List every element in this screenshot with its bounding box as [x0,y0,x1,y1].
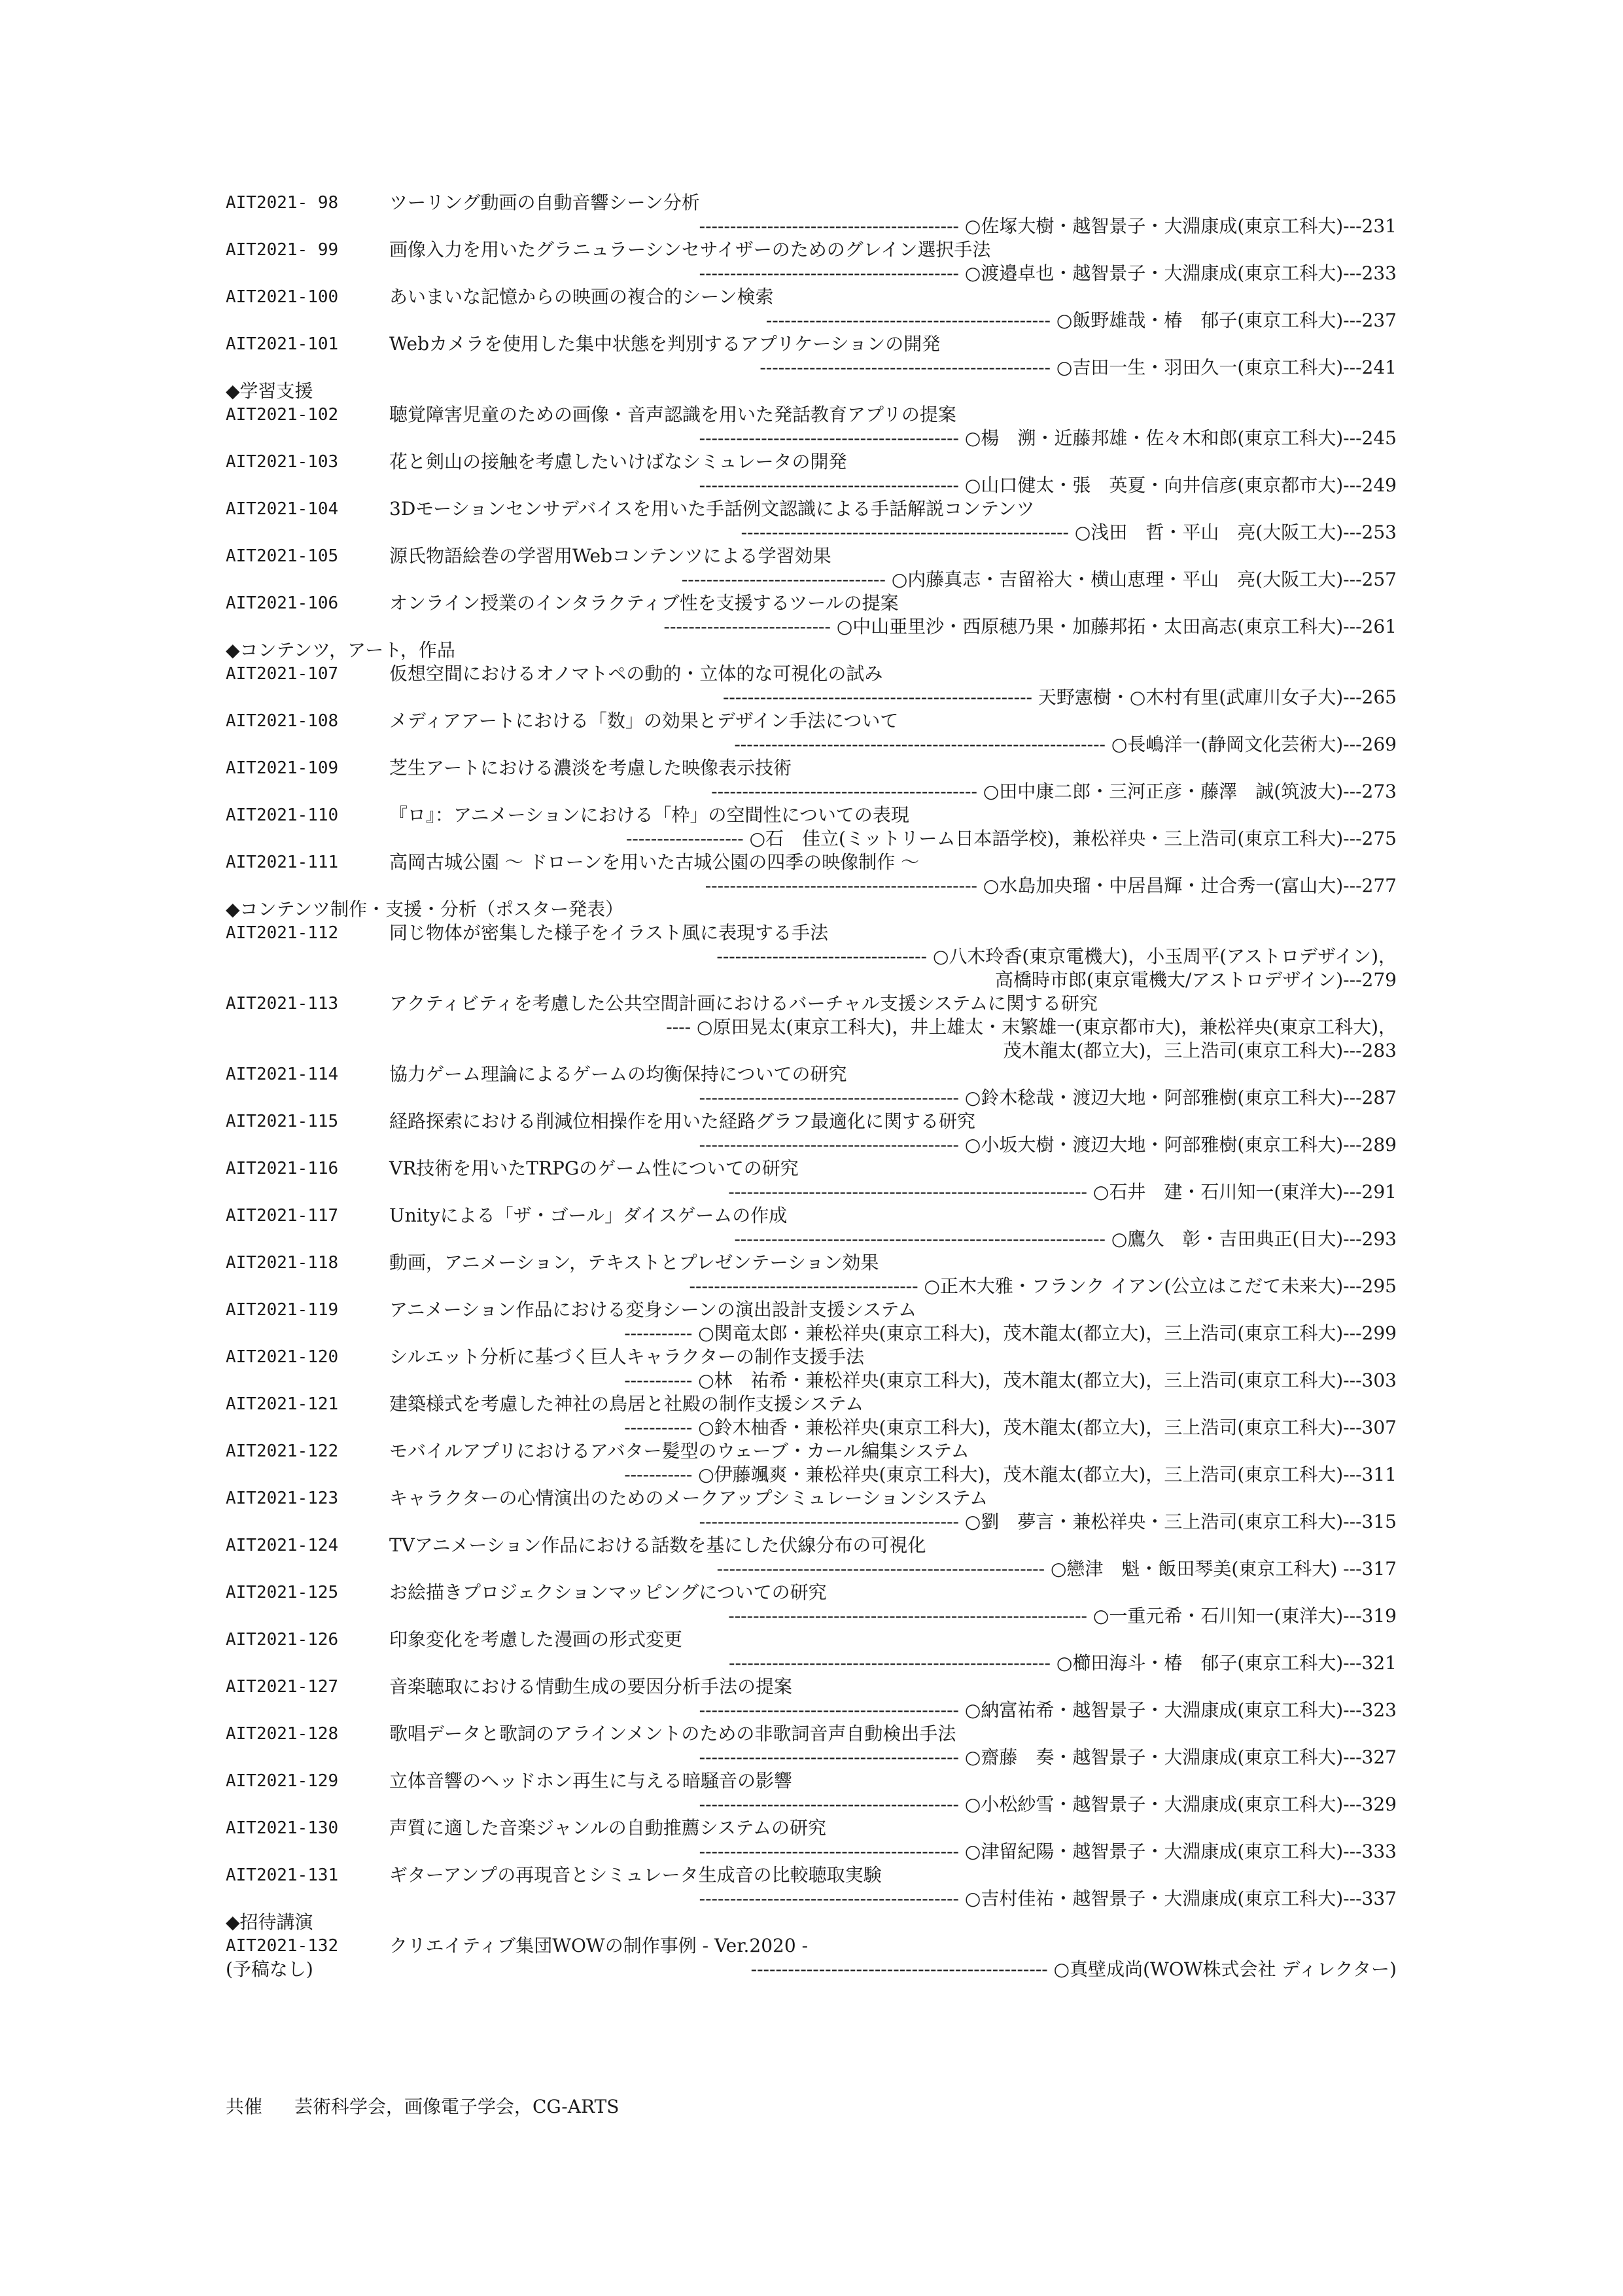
entry-code: AIT2021-116 [226,1159,339,1178]
entry-code: AIT2021-114 [226,1065,339,1084]
entry-authors [226,1557,1397,1581]
entry-authors [226,1180,1397,1204]
entry-code: AIT2021-104 [226,499,339,519]
entry-title: Unityによる「ザ・ゴール」ダイスゲームの作成 [389,1205,788,1226]
program-entry [226,1157,1397,1204]
section-heading: ◆学習支援 [226,380,313,402]
entry-authors-line: --------------------------------- ○内藤真志・吉留裕大・横山恵理・平山 亮(大阪工大)---257 [681,569,1397,590]
entry-title: 画像入力を用いたグラニュラーシンセサイザーのためのグレイン選択手法 [389,239,991,260]
entry-authors [226,262,1397,285]
entry-code: AIT2021-102 [226,405,339,425]
entry-authors-line: ------------------------------------------ ○山口健太・張 英夏・向井信彦(東京都市大)---249 [699,474,1397,496]
entry-code: AIT2021-108 [226,711,339,731]
entry-title: 協力ゲーム理論によるゲームの均衡保持についての研究 [389,1063,847,1085]
program-entry [226,1934,1397,1981]
entry-authors-line: ----------------------------------------------------- ○浅田 哲・平山 亮(大阪工大)---253 [741,521,1397,543]
entry-authors [226,474,1397,497]
entry-code: AIT2021-128 [226,1724,339,1744]
program-entry [226,804,1397,851]
entry-authors [226,1322,1397,1345]
entry-authors [226,686,1397,709]
entry-title: 聴覚障害児童のための画像・音声認識を用いた発話教育アプリの提案 [389,404,956,425]
entry-authors-line: ------------------------------------------ ○鈴木稔哉・渡辺大地・阿部雅樹(東京工科大)---287 [699,1087,1397,1108]
program-entry [226,1722,1397,1769]
entry-title: 立体音響のヘッドホン再生に与える暗騒音の影響 [389,1770,793,1792]
entry-code: AIT2021-101 [226,334,339,354]
entry-title: 高岡古城公園 ～ ドローンを用いた古城公園の四季の映像制作 ～ [389,851,920,873]
program-entry [226,544,1397,592]
entry-authors [226,1086,1397,1110]
entry-code: AIT2021-120 [226,1347,339,1367]
entry-code: AIT2021-112 [226,923,339,943]
entry-title: シルエット分析に基づく巨人キャラクターの制作支援手法 [389,1346,865,1368]
entry-title: アクティビティを考慮した公共空間計画におけるバーチャル支援システムに関する研究 [389,993,1098,1014]
entry-code: AIT2021-109 [226,758,339,778]
entry-authors [226,1651,1397,1675]
program-list [226,191,1397,1981]
entry-code: AIT2021-122 [226,1441,339,1461]
entry-authors [226,874,1397,898]
entry-title: ギターアンプの再現音とシミュレータ生成音の比較聴取実験 [389,1864,882,1886]
entry-authors [226,521,1397,544]
entry-authors-line: ---- ○原田晃太(東京工科大)，井上雄太・末繁雄一(東京都市大)，兼松祥央(東京工科大)， [666,1016,1397,1038]
entry-code: AIT2021-117 [226,1206,339,1226]
entry-code: AIT2021-111 [226,853,339,872]
program-entry [226,1534,1397,1581]
program-entry [226,1487,1397,1534]
entry-authors [226,945,1397,992]
entry-title: 花と剣山の接触を考慮したいけばなシミュレータの開発 [389,451,847,472]
entry-authors [226,1275,1397,1298]
entry-title: アニメーション作品における変身シーンの演出設計支援システム [389,1299,917,1320]
program-entry [226,497,1397,544]
entry-authors-line: ---------------------------------------------------- ○櫛田海斗・椿 郁子(東京工科大)---321 [729,1652,1397,1674]
program-entry [226,992,1397,1063]
cosponsor-text: 芸術科学会，画像電子学会，CG-ARTS [294,2096,620,2117]
entry-title: 動画，アニメーション，テキストとプレゼンテーション効果 [389,1252,879,1273]
program-entry [226,1063,1397,1110]
entry-authors [226,427,1397,450]
program-entry [226,921,1397,992]
entry-code: AIT2021-113 [226,994,339,1014]
entry-authors-line: ------------------------------------------ ○楊 溯・近藤邦雄・佐々木和郎(東京工科大)---245 [699,427,1397,449]
entry-authors [226,780,1397,804]
entry-authors-line: ----------- ○鈴木柚香・兼松祥央(東京工科大)，茂木龍太(都立大)，三上浩司(東京工科大)---307 [624,1417,1397,1438]
entry-authors-line: ----------- ○伊藤颯爽・兼松祥央(東京工科大)，茂木龍太(都立大)，三上浩司(東京工科大)---311 [624,1464,1397,1485]
entry-title: 仮想空間におけるオノマトペの動的・立体的な可視化の試み [389,663,883,684]
entry-authors-line: --------------------------- ○中山亜里沙・西原穂乃果・加藤邦拓・太田高志(東京工科大)---261 [663,616,1397,637]
entry-authors-line: ---------------------------------------------------------- ○石井 建・石川知一(東洋大)---291 [728,1181,1397,1203]
entry-title: 源氏物語絵巻の学習用Webコンテンツによる学習効果 [389,545,831,567]
entry-authors [226,309,1397,332]
cosponsor-label: 共催 [226,2096,263,2117]
entry-code: AIT2021-126 [226,1630,339,1650]
entry-authors-line: ------------------------------------- ○正木大雅・フランク イアン(公立はこだて未来大)---295 [689,1275,1397,1297]
program-entry [226,1298,1397,1345]
entry-authors-line: ------------------- ○石 佳立(ミットリーム日本語学校)，兼松祥央・三上浩司(東京工科大)---275 [625,828,1397,849]
entry-authors [226,215,1397,238]
entry-authors [226,1416,1397,1439]
entry-authors-line: ------------------------------------------ ○納富祐希・越智景子・大淵康成(東京工科大)---323 [699,1699,1397,1721]
entry-note: (予稿なし) [226,1958,313,1980]
entry-title: 経路探索における削減位相操作を用いた経路グラフ最適化に関する研究 [389,1110,976,1132]
entry-title: TVアニメーション作品における話数を基にした伏線分布の可視化 [389,1534,926,1556]
entry-code: AIT2021-106 [226,593,339,613]
entry-code: AIT2021-132 [226,1936,339,1956]
entry-authors-line: ----------- ○関竜太郎・兼松祥央(東京工科大)，茂木龍太(都立大)，三上浩司(東京工科大)---299 [624,1322,1397,1344]
program-entry [226,1769,1397,1816]
entry-authors [226,1887,1397,1911]
entry-code: AIT2021- 99 [226,240,339,260]
entry-code: AIT2021-129 [226,1771,339,1791]
entry-title: 建築様式を考慮した神社の鳥居と社殿の制作支援システム [389,1393,864,1415]
entry-code: AIT2021-124 [226,1536,339,1555]
program-entry [226,1439,1397,1487]
entry-authors-line: ------------------------------------------ ○渡邉卓也・越智景子・大淵康成(東京工科大)---233 [699,262,1397,284]
entry-authors [226,1840,1397,1863]
entry-code: AIT2021-100 [226,287,339,307]
program-entry [226,1581,1397,1628]
program-entry [226,403,1397,450]
entry-code: AIT2021- 98 [226,193,339,213]
program-entry [226,1675,1397,1722]
entry-authors [226,1699,1397,1722]
entry-authors-line: -------------------------------------------- ○水島加央瑠・中居昌輝・辻合秀一(富山大)---277 [705,875,1397,896]
entry-authors [226,1133,1397,1157]
entry-code: AIT2021-121 [226,1394,339,1414]
section-heading: ◆コンテンツ，アート，作品 [226,639,455,661]
entry-authors [226,733,1397,756]
entry-code: AIT2021-123 [226,1489,339,1508]
program-entry [226,1628,1397,1675]
program-entry [226,756,1397,804]
entry-authors-line: ------------------------------------------ ○小松紗雪・越智景子・大淵康成(東京工科大)---329 [699,1793,1397,1815]
entry-title: 『ロ』：アニメーションにおける「枠」の空間性についての表現 [389,804,909,826]
entry-authors-line: ---------------------------------------------------------- ○一重元希・石川知一(東洋大)---319 [728,1605,1397,1627]
entry-authors-line: ------------------------------------------------------------ ○長嶋洋一(静岡文化芸術大)---269 [734,733,1397,755]
entry-code: AIT2021-131 [226,1865,339,1885]
entry-code: AIT2021-127 [226,1677,339,1697]
entry-title: モバイルアプリにおけるアバター髪型のウェーブ・カール編集システム [389,1440,969,1462]
entry-authors [226,1958,1397,1981]
entry-authors-line: ------------------------------------------ ○佐塚大樹・越智景子・大淵康成(東京工科大)---231 [699,215,1397,237]
entry-title: キャラクターの心情演出のためのメークアップシミュレーションシステム [389,1487,988,1509]
program-entry [226,1204,1397,1251]
program-entry [226,450,1397,497]
entry-code: AIT2021-118 [226,1253,339,1273]
entry-title: 音楽聴取における情動生成の要因分析手法の提案 [389,1676,793,1697]
entry-authors-line: ----------- ○林 祐希・兼松祥央(東京工科大)，茂木龍太(都立大)，三上浩司(東京工科大)---303 [624,1369,1397,1391]
entry-authors-line: -------------------------------------------------- 天野憲樹・○木村有里(武庫川女子大)---265 [722,686,1397,708]
entry-code: AIT2021-125 [226,1583,339,1602]
entry-title: 同じ物体が密集した様子をイラスト風に表現する手法 [389,922,829,944]
program-entry [226,709,1397,756]
entry-title: 印象変化を考慮した漫画の形式変更 [389,1629,683,1650]
entry-title: お絵描きプロジェクションマッピングについての研究 [389,1581,827,1603]
section-heading: ◆招待講演 [226,1911,313,1933]
entry-authors-line: ------------------------------------------ ○劉 夢言・兼松祥央・三上浩司(東京工科大)---315 [699,1511,1397,1532]
entry-authors [226,1746,1397,1769]
entry-authors-line: ------------------------------------------- ○田中康二郎・三河正彦・藤澤 誠(筑波大)---273 [711,781,1397,802]
entry-authors [226,1510,1397,1534]
entry-title: 芝生アートにおける濃淡を考慮した映像表示技術 [389,757,792,779]
entry-code: AIT2021-105 [226,546,339,566]
entry-code: AIT2021-130 [226,1818,339,1838]
entry-title: VR技術を用いたTRPGのゲーム性についての研究 [389,1157,799,1179]
program-entry [226,238,1397,285]
entry-authors [226,568,1397,592]
entry-title: メディアアートにおける「数」の効果とデザイン手法について [389,710,899,732]
program-entry [226,285,1397,332]
entry-authors-line: ------------------------------------------------------------ ○鷹久 彰・吉田典正(日大)---293 [734,1228,1397,1250]
program-entry [226,851,1397,898]
entry-code: AIT2021-119 [226,1300,339,1320]
entry-authors-line-2: 茂木龍太(都立大)，三上浩司(東京工科大)---283 [1003,1040,1397,1061]
program-entry [226,332,1397,380]
entry-title: ツーリング動画の自動音響シーン分析 [389,192,700,213]
entry-title: 3Dモーションセンサデバイスを用いた手話例文認識による手話解説コンテンツ [389,498,1035,520]
entry-authors-line: ------------------------------------------ ○小坂大樹・渡辺大地・阿部雅樹(東京工科大)---289 [699,1134,1397,1156]
program-entry [226,191,1397,238]
entry-authors [226,1793,1397,1816]
entry-title: クリエイティブ集団WOWの制作事例 - Ver.2020 - [389,1935,809,1956]
entry-authors-line: ------------------------------------------ ○吉村佳祐・越智景子・大淵康成(東京工科大)---337 [699,1888,1397,1909]
entry-code: AIT2021-110 [226,805,339,825]
entry-title: あいまいな記憶からの映画の複合的シーン検索 [389,286,774,308]
entry-authors-line: ---------------------------------------------- ○飯野雄哉・椿 郁子(東京工科大)---237 [765,309,1397,331]
entry-authors [226,615,1397,639]
program-entry [226,592,1397,639]
section-heading: ◆コンテンツ制作・支援・分析（ポスター発表） [226,898,624,920]
entry-authors [226,1016,1397,1063]
entry-title: 歌唱データと歌詞のアラインメントのための非歌詞音声自動検出手法 [389,1723,956,1744]
entry-title: Webカメラを使用した集中状態を判別するアプリケーションの開発 [389,333,941,355]
entry-authors [226,1227,1397,1251]
entry-code: AIT2021-115 [226,1112,339,1131]
program-entry [226,1110,1397,1157]
cosponsor-footer [226,2095,619,2119]
entry-authors-line: ----------------------------------------------------- ○戀津 魁・飯田琴美(東京工科大) ---317 [716,1558,1397,1580]
entry-code: AIT2021-103 [226,452,339,472]
entry-authors [226,1369,1397,1392]
entry-authors-line: ---------------------------------- ○八木玲香(東京電機大)，小玉周平(アストロデザイン)， [716,945,1397,967]
entry-authors-line: ----------------------------------------------- ○吉田一生・羽田久一(東京工科大)---241 [759,357,1397,378]
program-entry [226,1392,1397,1439]
entry-authors [226,1604,1397,1628]
entry-authors-line: ------------------------------------------ ○齋藤 奏・越智景子・大淵康成(東京工科大)---327 [699,1746,1397,1768]
program-entry [226,1345,1397,1392]
entry-authors [226,356,1397,380]
entry-title: オンライン授業のインタラクティブ性を支援するツールの提案 [389,592,899,614]
entry-authors-line: ------------------------------------------------ ○真壁成尚(WOW株式会社 ディレクター) [750,1958,1397,1980]
entry-authors [226,1463,1397,1487]
entry-title: 声質に適した音楽ジャンルの自動推薦システムの研究 [389,1817,826,1839]
entry-authors [226,827,1397,851]
program-entry [226,662,1397,709]
program-entry [226,1863,1397,1911]
program-entry [226,1816,1397,1863]
entry-authors-line: ------------------------------------------ ○津留紀陽・越智景子・大淵康成(東京工科大)---333 [699,1841,1397,1862]
entry-code: AIT2021-107 [226,664,339,684]
program-entry [226,1251,1397,1298]
entry-authors-line-2: 高橋時市郎(東京電機大/アストロデザイン)---279 [994,969,1397,991]
